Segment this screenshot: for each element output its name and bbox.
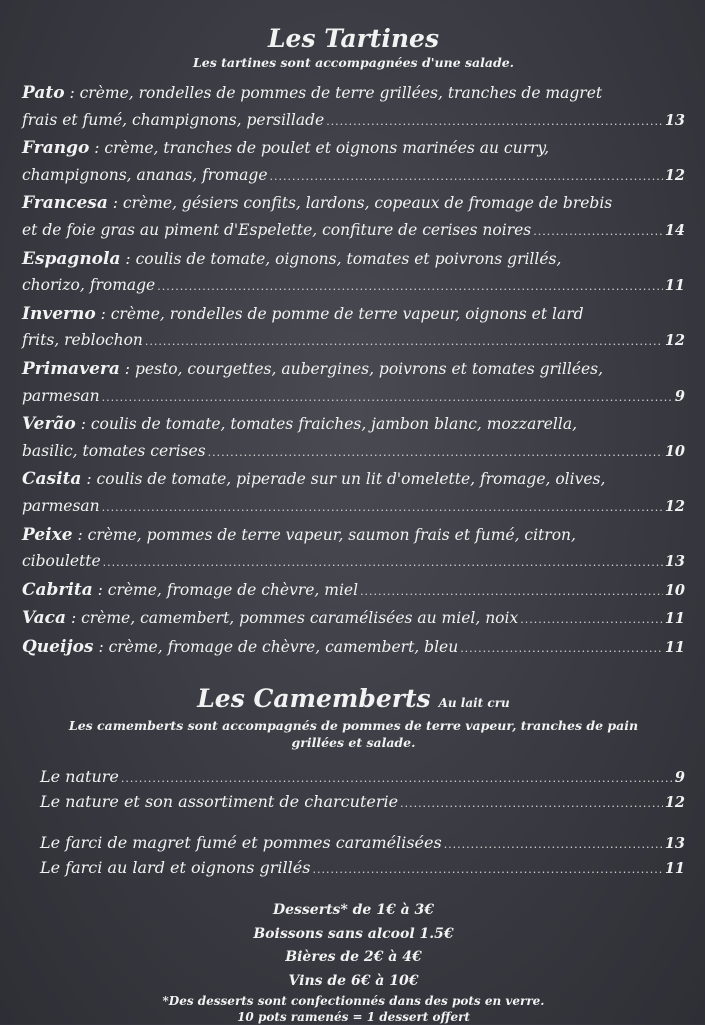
- item-description: frais et fumé, champignons, persillade: [22, 110, 325, 129]
- item-description: Le farci au lard et oignons grillés: [40, 858, 311, 878]
- item-price: 11: [664, 860, 685, 878]
- item-description: Le farci de magret fumé et pommes caramélisées: [40, 833, 442, 853]
- footnote-line: 10 pots ramenés = 1 dessert offert: [237, 1010, 470, 1025]
- item-name: Peixe: [22, 524, 73, 545]
- item-price: 12: [664, 332, 685, 350]
- extras-section: [22, 899, 685, 993]
- item-description: : crème, gésiers confits, lardons, copeaux de fromage de brebis: [107, 194, 613, 213]
- leader-dots: [360, 579, 663, 606]
- menu-item-verao: [22, 411, 685, 466]
- item-name: Frango: [22, 138, 90, 159]
- menu-item-casita: [22, 466, 685, 521]
- footnote-line: *Des desserts sont confectionnés dans des pots en verre.: [162, 994, 545, 1009]
- leader-dots: [312, 858, 662, 881]
- menu-item-francesa: [22, 190, 685, 245]
- bieres-line: Bières de 2€ à 4€: [285, 949, 422, 966]
- item-description: chorizo, fromage: [22, 276, 156, 295]
- item-price: 10: [664, 581, 685, 599]
- item-price: 14: [664, 221, 685, 239]
- camemberts-title-note: Au lait cru: [438, 696, 510, 711]
- item-name: Vaca: [22, 608, 67, 629]
- menu-item-pato: [22, 80, 685, 135]
- menu-item-espagnola: [22, 246, 685, 301]
- menu-item-inverno: [22, 301, 685, 356]
- item-description: et de foie gras au piment d'Espelette, confiture de cerises noires: [22, 220, 532, 239]
- item-name: Primavera: [22, 358, 120, 379]
- item-name: Queijos: [22, 636, 94, 657]
- item-name: Pato: [22, 83, 65, 103]
- camembert-item: [40, 790, 685, 815]
- item-description: : coulis de tomate, piperade sur un lit d'omelette, fromage, olives,: [81, 470, 606, 489]
- leader-dots: [102, 385, 673, 412]
- camembert-item: [40, 765, 685, 790]
- tartines-title: Les Tartines: [267, 24, 440, 53]
- leader-dots: [326, 109, 663, 136]
- leader-dots: [208, 440, 663, 467]
- item-price: 12: [664, 166, 685, 184]
- item-price: 10: [664, 442, 685, 460]
- item-price: 12: [664, 794, 685, 812]
- leader-dots: [102, 495, 663, 522]
- item-name: Verão: [22, 414, 76, 435]
- menu-item-peixe: [22, 522, 685, 577]
- item-name: Cabrita: [22, 579, 93, 600]
- item-name: Espagnola: [22, 248, 121, 269]
- menu-item-cabrita: [22, 577, 685, 606]
- leader-dots: [520, 607, 663, 634]
- item-description: : coulis de tomate, tomates fraiches, jambon blanc, mozzarella,: [75, 415, 577, 434]
- item-price: 9: [674, 769, 685, 787]
- item-name: Francesa: [22, 193, 108, 214]
- item-description: : crème, fromage de chèvre, camembert, bleu: [93, 637, 459, 656]
- item-price: 11: [664, 610, 685, 628]
- item-description: : crème, pommes de terre vapeur, saumon frais et fumé, citron,: [72, 525, 576, 544]
- camemberts-intro: Les camemberts sont accompagnés de pommes de terre vapeur, tranches de pain grillées et salade.: [68, 718, 639, 751]
- leader-dots: [444, 833, 663, 856]
- item-price: 13: [664, 111, 685, 129]
- item-description: basilic, tomates cerises: [22, 441, 206, 460]
- leader-dots: [460, 636, 663, 663]
- spacer: [40, 815, 685, 831]
- vins-line: Vins de 6€ à 10€: [288, 972, 419, 989]
- item-description: parmesan: [22, 496, 100, 515]
- tartines-subtitle: Les tartines sont accompagnées d'une salade.: [192, 55, 515, 70]
- item-description: : crème, rondelles de pomme de terre vapeur, oignons et lard: [95, 304, 584, 323]
- item-description: : coulis de tomate, oignons, tomates et poivrons grillés,: [120, 249, 562, 268]
- footnote: [22, 993, 685, 1025]
- leader-dots: [400, 792, 663, 815]
- item-description: : crème, rondelles de pommes de terre grillées, tranches de magret: [64, 84, 603, 102]
- item-description: Le nature et son assortiment de charcuterie: [40, 792, 399, 812]
- item-description: Le nature: [40, 767, 119, 787]
- menu-item-queijos: [22, 634, 685, 663]
- camemberts-list: [40, 765, 685, 881]
- menu-item-primavera: [22, 356, 685, 411]
- leader-dots: [533, 219, 663, 246]
- item-description: frits, reblochon: [22, 331, 143, 350]
- item-description: parmesan: [22, 386, 100, 405]
- leader-dots: [121, 767, 673, 790]
- leader-dots: [270, 164, 663, 191]
- leader-dots: [103, 550, 663, 577]
- item-description: : crème, tranches de poulet et oignons marinées au curry,: [89, 139, 550, 158]
- item-price: 11: [664, 277, 685, 295]
- boissons-line: Boissons sans alcool 1.5€: [253, 925, 454, 942]
- item-name: Inverno: [22, 303, 96, 324]
- item-price: 9: [674, 387, 685, 405]
- tartines-list: [22, 80, 685, 662]
- desserts-line: Desserts* de 1€ à 3€: [273, 902, 434, 919]
- camembert-item: [40, 856, 685, 881]
- camembert-item: [40, 831, 685, 856]
- item-description: : crème, fromage de chèvre, miel: [92, 580, 359, 599]
- item-price: 13: [664, 835, 685, 853]
- leader-dots: [157, 274, 663, 301]
- camemberts-title: Les Camemberts: [197, 684, 431, 714]
- item-description: champignons, ananas, fromage: [22, 165, 268, 184]
- menu-item-vaca: [22, 605, 685, 634]
- item-price: 11: [664, 638, 685, 656]
- item-description: : pesto, courgettes, aubergines, poivrons et tomates grillées,: [119, 359, 604, 378]
- item-description: : crème, camembert, pommes caramélisées au miel, noix: [66, 609, 519, 628]
- item-description: ciboulette: [22, 552, 101, 571]
- leader-dots: [145, 329, 663, 356]
- camemberts-header: [22, 684, 685, 713]
- item-price: 13: [664, 553, 685, 571]
- item-price: 12: [664, 497, 685, 515]
- item-name: Casita: [22, 469, 82, 490]
- menu-item-frango: [22, 135, 685, 190]
